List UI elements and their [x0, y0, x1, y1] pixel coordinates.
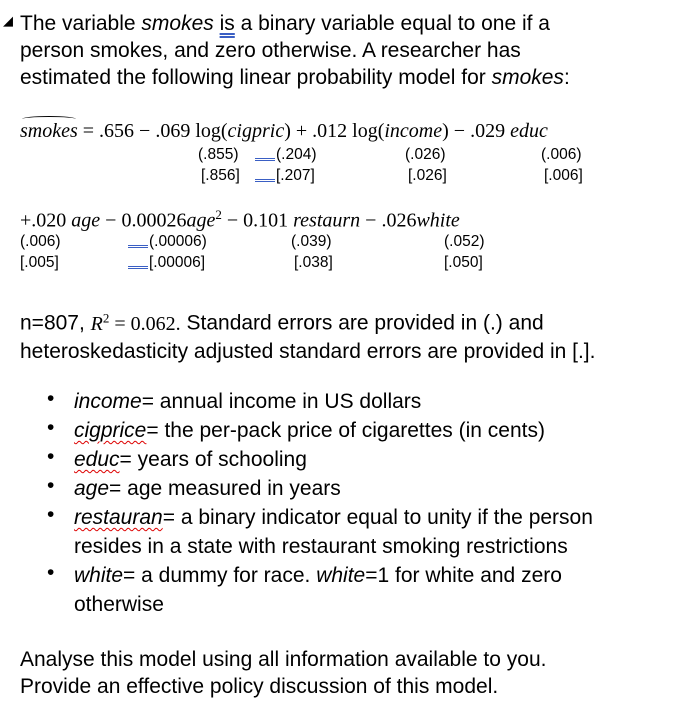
robust-se-line-1: [.207] — [255, 167, 315, 185]
collapse-triangle-icon[interactable]: ◢ — [3, 13, 13, 28]
intro-line-3: estimated the following linear probability model for smokes: — [20, 66, 570, 89]
definitions-list — [47, 387, 687, 627]
list-item: white= a dummy for race. white=1 for white and zero otherwise — [74, 564, 562, 616]
list-item: cigprice= the per-pack price of cigarettes (in cents) — [74, 419, 545, 442]
robust-se-line-2: [.050] — [444, 254, 483, 271]
se-line-1: (.026) — [405, 146, 446, 163]
se-line-1: (.006) — [541, 146, 582, 163]
robust-se-line-2: [.038] — [294, 254, 333, 271]
stats-line-2: heteroskedasticity adjusted standard errors are provided in [.]. — [20, 339, 596, 363]
list-item: income= annual income in US dollars — [74, 390, 422, 413]
list-item: educ= years of schooling — [74, 448, 307, 471]
list-item: age= age measured in years — [74, 477, 341, 500]
robust-se-line-1: [.026] — [408, 167, 447, 184]
bullet-icon: • — [47, 416, 55, 439]
list-item: restauran= a binary indicator equal to unity if the person resides in a state with restaurant smoking restrictions — [74, 506, 593, 558]
bullet-icon: • — [47, 445, 55, 468]
intro-line-2: person smokes, and zero otherwise. A researcher has — [20, 39, 521, 62]
stats-paragraph — [20, 304, 595, 365]
intro-paragraph — [20, 10, 570, 91]
se-line-2: (.052) — [444, 233, 485, 250]
se-line-2: (.00006) — [128, 233, 207, 251]
stats-line-1: n=807, $R^2 = 0.062$. Standard errors are provided in (.) and — [20, 310, 544, 335]
closing-line-2: Provide an effective policy discussion of this model. — [20, 675, 499, 698]
equation-line-2: +.020 age − 0.00026age$^2$ − 0.101 restaurn − .026white — [20, 207, 460, 232]
bullet-icon: • — [47, 387, 55, 410]
robust-se-line-2: [.005] — [20, 254, 59, 271]
robust-se-line-1: [.006] — [544, 167, 583, 184]
smokes-hat-variable: smokes — [20, 120, 78, 142]
equation-line-1: smokes = .656 − .069 log(cigpric) + .012 log(income) − .029 educ — [20, 120, 548, 142]
robust-se-line-2: [.00006] — [128, 254, 205, 272]
closing-paragraph — [20, 646, 546, 700]
bullet-icon: • — [47, 503, 55, 526]
se-line-2: (.006) — [20, 233, 61, 250]
bullet-icon: • — [47, 474, 55, 497]
se-line-1: (.204) — [255, 146, 317, 164]
closing-line-1: Analyse this model using all information available to you. — [20, 648, 547, 671]
intro-line-1: The variable smokes is a binary variable equal to one if a — [20, 12, 550, 35]
bullet-icon: • — [47, 561, 55, 584]
se-line-1: (.855) — [198, 146, 239, 163]
robust-se-line-1: [.856] — [201, 167, 240, 184]
se-line-2: (.039) — [291, 233, 332, 250]
